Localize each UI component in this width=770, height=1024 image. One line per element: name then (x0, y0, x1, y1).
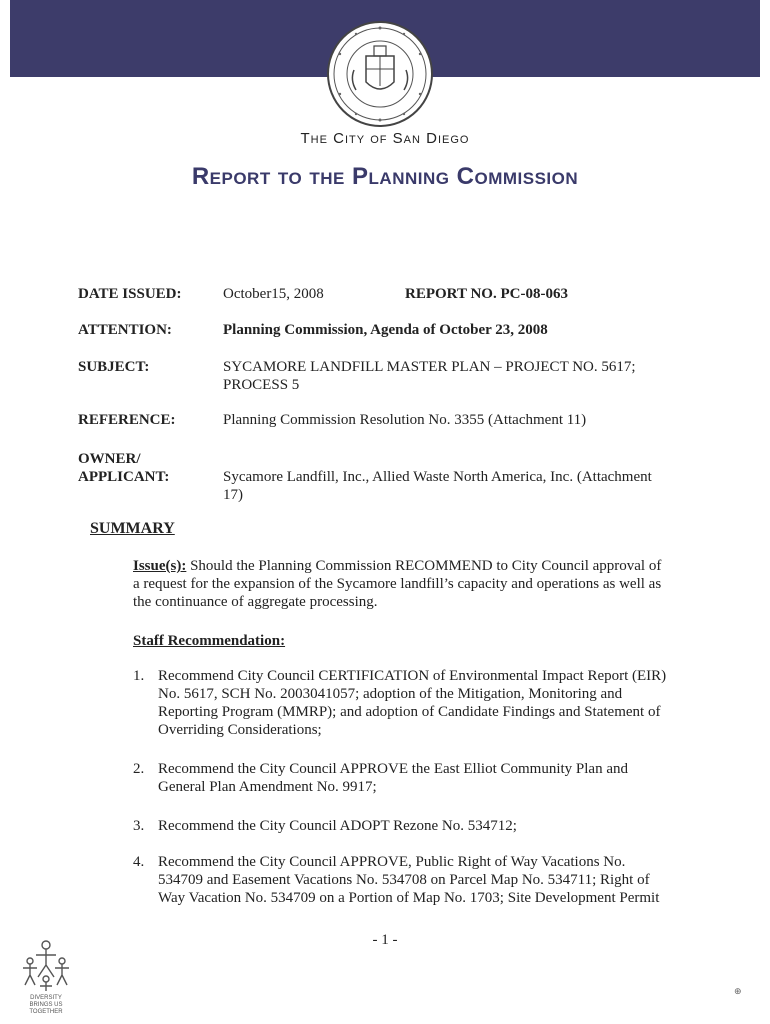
item-line: Recommend City Council CERTIFICATION of Environmental Impact Report (EIR) (158, 668, 667, 684)
owner-label: OWNER/ (78, 451, 141, 467)
logo-caption (14, 995, 78, 1016)
item-text (158, 667, 678, 739)
page-number: - 1 - (372, 932, 398, 948)
subject-line-1: SYCAMORE LANDFILL MASTER PLAN – PROJECT NO. 5617; (223, 359, 636, 375)
issue-line-1: Should the Planning Commission RECOMMEND to City Council approval of (186, 558, 662, 574)
report-number: REPORT NO. PC-08-063 (405, 286, 568, 302)
list-item (133, 817, 673, 835)
staff-recommendation-label: Staff Recommendation: (133, 633, 286, 649)
date-issued-value: October15, 2008 (223, 286, 324, 302)
item-text (158, 853, 678, 907)
issue-line-3: the continuance of aggregate processing. (133, 594, 378, 610)
issue-label: Issue(s): (133, 558, 187, 574)
item-number: 4. (133, 854, 145, 870)
item-number: 3. (133, 818, 145, 834)
report-title: Report to the Planning Commission (191, 163, 579, 190)
list-item (133, 667, 673, 739)
issue-paragraph (133, 557, 673, 611)
item-text (158, 817, 678, 835)
reference-value: Planning Commission Resolution No. 3355 (Attachment 11) (223, 412, 587, 428)
item-text (158, 760, 678, 796)
item-number: 2. (133, 761, 145, 777)
item-line: General Plan Amendment No. 9917; (158, 779, 377, 795)
city-name: The City of San Diego (300, 130, 470, 147)
item-line: No. 5617, SCH No. 2003041057; adoption of the Mitigation, Monitoring and (158, 686, 623, 702)
owner-line-2: 17) (223, 487, 243, 503)
attention-value: Planning Commission, Agenda of October 23, 2008 (223, 322, 548, 338)
item-line: Recommend the City Council APPROVE, Public Right of Way Vacations No. (158, 854, 626, 870)
item-line: Reporting Program (MMRP); and adoption of Candidate Findings and Statement of (158, 704, 661, 720)
reference-label: REFERENCE: (78, 412, 176, 428)
date-issued-label: DATE ISSUED: (78, 286, 182, 302)
diversity-logo-icon (18, 935, 74, 995)
attention-label: ATTENTION: (78, 322, 172, 338)
logo-caption-line-2: BRINGS US TOGETHER (29, 1002, 63, 1015)
item-number: 1. (133, 668, 145, 684)
city-seal-icon (326, 20, 434, 128)
recycle-mark-icon: ⊕ (734, 987, 742, 997)
applicant-label: APPLICANT: (78, 469, 170, 485)
subject-label: SUBJECT: (78, 359, 150, 375)
summary-heading: SUMMARY (90, 520, 175, 537)
item-line: Way Vacation No. 534709 on a Portion of Map No. 1703; Site Development Permit (158, 890, 660, 906)
logo-caption-line-1: DIVERSITY (30, 995, 62, 1001)
staff-recommendation-heading (133, 632, 673, 650)
list-item (133, 760, 673, 796)
owner-line-1: Sycamore Landfill, Inc., Allied Waste North America, Inc. (Attachment (223, 469, 652, 485)
issue-line-2: a request for the expansion of the Sycamore landfill’s capacity and operations as well as (133, 576, 662, 592)
item-line: 534709 and Easement Vacations No. 534708 on Parcel Map No. 534711; Right of (158, 872, 650, 888)
item-line: Recommend the City Council ADOPT Rezone No. 534712; (158, 818, 517, 834)
item-line: Recommend the City Council APPROVE the East Elliot Community Plan and (158, 761, 628, 777)
subject-line-2: PROCESS 5 (223, 377, 300, 393)
list-item (133, 853, 673, 907)
item-line: Overriding Considerations; (158, 722, 322, 738)
